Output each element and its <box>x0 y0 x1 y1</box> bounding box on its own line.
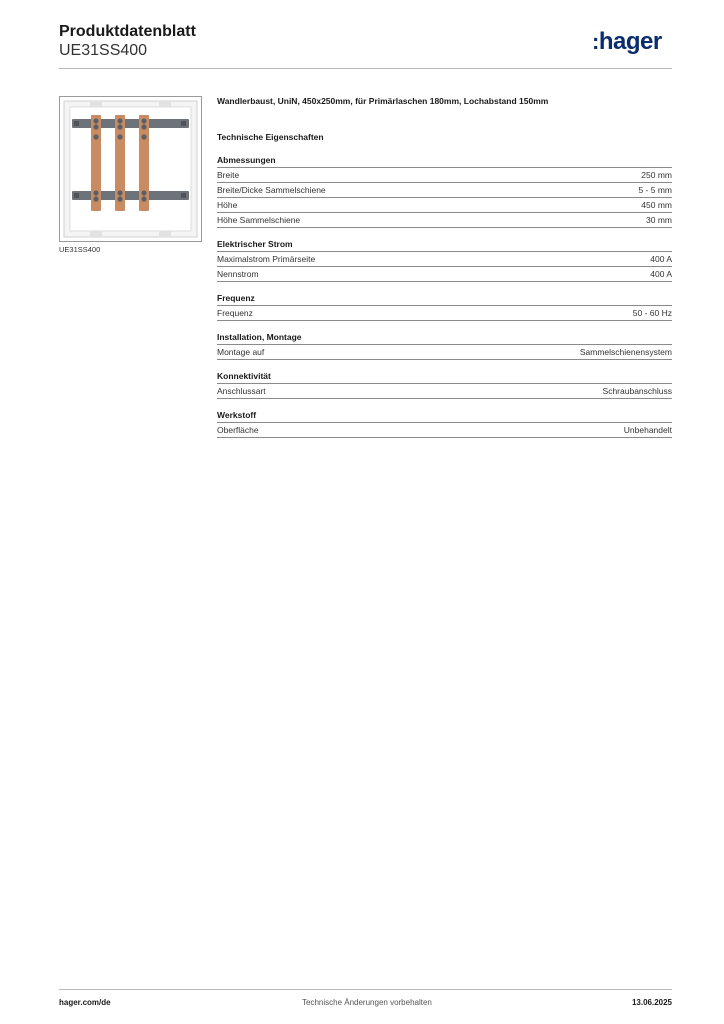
spec-section-title: Frequenz <box>217 293 672 306</box>
spec-label: Höhe Sammelschiene <box>217 215 301 225</box>
spec-section-title: Konnektivität <box>217 371 672 384</box>
footer-divider <box>59 989 672 990</box>
spec-section <box>217 239 672 282</box>
bracket-end <box>74 193 79 198</box>
footer-website: hager.com/de <box>59 998 111 1007</box>
spec-row <box>217 384 672 399</box>
spec-value: Unbehandelt <box>623 425 672 435</box>
bracket-end <box>74 121 79 126</box>
spec-value: 250 mm <box>641 170 672 180</box>
busbar-bolt <box>117 196 122 201</box>
spec-label: Oberfläche <box>217 425 259 435</box>
bracket-end <box>181 193 186 198</box>
product-image <box>59 96 202 242</box>
spec-label: Nennstrom <box>217 269 259 279</box>
busbar-bolt <box>117 190 122 195</box>
busbar-bolt <box>93 196 98 201</box>
spec-row <box>217 252 672 267</box>
spec-section <box>217 155 672 228</box>
spec-row <box>217 306 672 321</box>
spec-section-title: Abmessungen <box>217 155 672 168</box>
spec-row <box>217 345 672 360</box>
busbar-bolt <box>141 190 146 195</box>
spec-value: 400 A <box>650 254 672 264</box>
spec-label: Breite <box>217 170 240 180</box>
spec-value: 400 A <box>650 269 672 279</box>
mounting-bracket <box>72 191 189 200</box>
busbar-bolt <box>141 124 146 129</box>
spec-row <box>217 198 672 213</box>
busbar-bolt <box>93 134 98 139</box>
spec-row <box>217 267 672 282</box>
spec-section-title: Installation, Montage <box>217 332 672 345</box>
spec-label: Maximalstrom Primärseite <box>217 254 316 264</box>
logo-text: hager <box>598 28 662 55</box>
spec-value: 5 - 5 mm <box>638 185 672 195</box>
busbar-bolt <box>117 124 122 129</box>
spec-value: Schraubanschluss <box>602 386 672 396</box>
spec-label: Anschlussart <box>217 386 266 396</box>
busbar-bolt <box>141 196 146 201</box>
spec-section <box>217 410 672 438</box>
spec-section <box>217 371 672 399</box>
product-code: UE31SS400 <box>59 42 148 59</box>
busbar-bolt <box>93 190 98 195</box>
product-description: Wandlerbaust, UniN, 450x250mm, für Primärlaschen 180mm, Lochabstand 150mm <box>217 96 549 106</box>
spec-value: 450 mm <box>641 200 672 210</box>
spec-label: Höhe <box>217 200 238 210</box>
spec-label: Montage auf <box>217 347 265 357</box>
logo-colon-icon: : <box>592 29 599 54</box>
busbar-bolt <box>93 118 98 123</box>
busbar-bolt <box>117 134 122 139</box>
spec-section <box>217 293 672 321</box>
technical-sections <box>217 155 672 438</box>
spec-section-title: Werkstoff <box>217 410 672 423</box>
spec-row <box>217 183 672 198</box>
busbar-bolt <box>141 118 146 123</box>
spec-section <box>217 332 672 360</box>
spec-value: 30 mm <box>646 215 672 225</box>
footer-date: 13.06.2025 <box>631 998 672 1007</box>
spec-value: 50 - 60 Hz <box>632 308 672 318</box>
spec-row <box>217 213 672 228</box>
header-divider <box>59 68 672 69</box>
spec-label: Frequenz <box>217 308 253 318</box>
spec-row <box>217 423 672 438</box>
busbar-panel-illustration <box>60 97 201 241</box>
busbar-bolt <box>141 134 146 139</box>
spec-value: Sammelschienensystem <box>579 347 672 357</box>
image-caption: UE31SS400 <box>59 245 101 254</box>
busbar-bolt <box>93 124 98 129</box>
spec-section-title: Elektrischer Strom <box>217 239 672 252</box>
footer-disclaimer: Technische Änderungen vorbehalten <box>302 998 432 1007</box>
bracket-end <box>181 121 186 126</box>
product-details <box>217 96 672 438</box>
busbar-bolt <box>117 118 122 123</box>
technical-heading: Technische Eigenschaften <box>217 132 324 142</box>
document-header <box>59 22 196 60</box>
mounting-bracket <box>72 119 189 128</box>
spec-label: Breite/Dicke Sammelschiene <box>217 185 326 195</box>
document-title: Produktdatenblatt <box>59 23 196 40</box>
hager-logo <box>592 28 662 56</box>
spec-row <box>217 168 672 183</box>
